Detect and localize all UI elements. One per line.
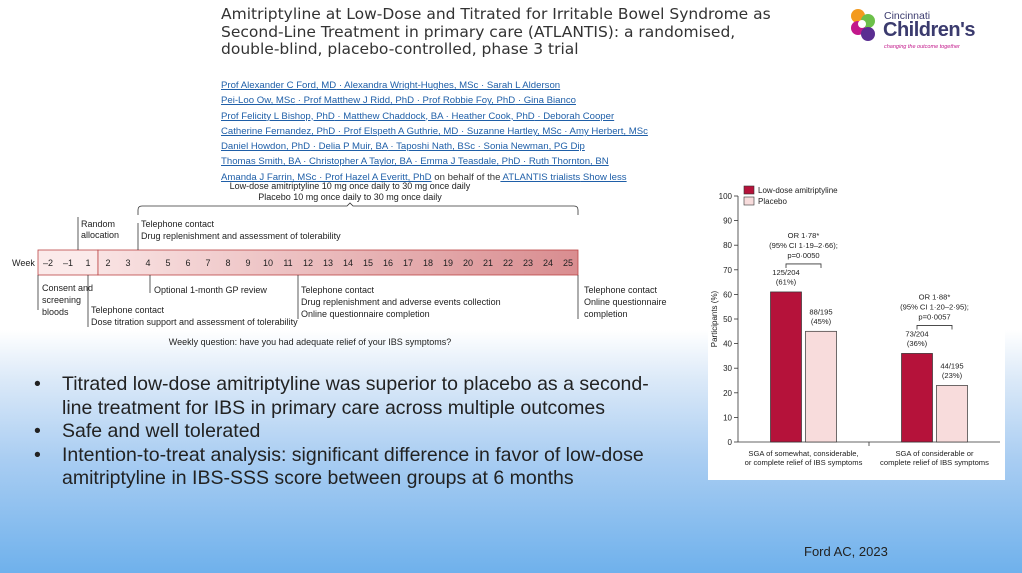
author-link[interactable]: · Christopher A Taylor, BA (300, 156, 412, 168)
bullet-item: • Safe and well tolerated (34, 420, 654, 444)
week-tick-label: 21 (482, 258, 494, 268)
y-tick-label: 90 (723, 216, 732, 226)
week-tick-label: 8 (225, 258, 231, 268)
week-tick-label: 4 (145, 258, 151, 268)
timeline-header: Low-dose amitriptyline 10 mg once daily to 30 mg once daily (229, 181, 471, 191)
legend-swatch (744, 186, 754, 194)
author-link[interactable]: · Prof Elspeth A Guthrie, MD (335, 125, 459, 137)
author-link[interactable]: · Taposhi Nath, BSc (387, 141, 476, 153)
legend-label: Low-dose amitriptyline (758, 186, 838, 195)
logo-name: Children's (883, 19, 975, 41)
week-tick-label: 23 (522, 258, 534, 268)
show-less-link[interactable]: Show less (580, 171, 627, 183)
author-link[interactable]: · Sarah L Alderson (478, 80, 561, 91)
author-link[interactable]: · Suzanne Hartley, MSc (458, 125, 562, 137)
summary-bullets (34, 373, 654, 491)
week-tick-label: 12 (302, 258, 314, 268)
author-link[interactable]: Thomas Smith, BA (221, 156, 301, 168)
week-tick-label: 25 (562, 258, 574, 268)
consent-label: screening (42, 295, 82, 305)
week-tick-label: 6 (185, 258, 191, 268)
bar-data-label: 125/204 (772, 267, 800, 277)
week-tick-label: 11 (283, 258, 293, 268)
author-link[interactable]: Prof Alexander C Ford, MD (221, 80, 337, 91)
y-tick-label: 10 (723, 413, 732, 423)
telephone-contact-label: Telephone contact (141, 219, 215, 229)
telephone-contact-label: Telephone contact (301, 285, 375, 295)
week-tick-label: 24 (542, 258, 554, 268)
author-link[interactable]: Pei-Loo Ow, MSc (221, 95, 296, 107)
y-tick-label: 40 (723, 339, 732, 349)
week-tick-label: 10 (262, 258, 274, 268)
treatment-brace (138, 203, 578, 215)
week-tick-label: 1 (85, 258, 91, 268)
week-tick-label: 15 (362, 258, 374, 268)
telephone-contact-label: Telephone contact (584, 285, 658, 295)
author-line (221, 93, 781, 108)
week-tick-label: 17 (402, 258, 414, 268)
author-line (221, 139, 781, 154)
week-tick-label: 18 (422, 258, 434, 268)
y-tick-label: 70 (723, 265, 732, 275)
author-link[interactable]: · Prof Hazel A Everitt, PhD (316, 171, 432, 183)
author-link[interactable]: Prof Felicity L Bishop, PhD (221, 110, 335, 122)
legend-swatch (744, 197, 754, 205)
x-category-label: SGA of somewhat, considerable, (748, 449, 859, 458)
week-tick-label: 14 (342, 258, 354, 268)
x-category-label: or complete relief of IBS symptoms (744, 458, 863, 467)
week-tick-label: 2 (105, 258, 111, 268)
odds-ratio-annotation: p=0·0050 (787, 250, 820, 260)
author-link[interactable]: · Alexandra Wright-Hughes, MSc (336, 80, 479, 91)
telephone-contact-label: Online questionnaire (584, 297, 667, 307)
telephone-contact-label: Dose titration support and assessment of tolerability (91, 317, 298, 327)
bar (902, 353, 933, 442)
timeline-header: Placebo 10 mg once daily to 30 mg once daily (258, 192, 442, 202)
random-allocation-label: Random (81, 219, 116, 229)
bar (771, 292, 802, 442)
y-axis-label: Participants (%) (710, 290, 719, 348)
bar-chart-panel (708, 182, 1005, 480)
bar-data-label: 73/204 (905, 329, 929, 339)
author-text: on behalf of the (431, 171, 501, 183)
week-tick-label: 20 (462, 258, 474, 268)
week-tick-label: 22 (502, 258, 514, 268)
odds-ratio-annotation: (95% CI 1·19–2·66); (769, 240, 838, 250)
legend-label: Placebo (758, 197, 787, 206)
random-allocation-label: allocation (81, 230, 120, 240)
author-link[interactable]: · Sonia Newman, PG Dip (475, 141, 585, 153)
week-tick-label: –1 (62, 258, 74, 268)
y-tick-label: 80 (723, 241, 732, 251)
consent-label: Consent and (42, 283, 94, 293)
week-label: Week (12, 258, 35, 268)
bullet-item: • Titrated low-dose amitriptyline was superior to placebo as a second-line treatment for IBS in primary care across multiple outcomes (34, 373, 654, 420)
logo-swirl-icon (846, 6, 880, 46)
bar-data-label: (23%) (941, 370, 963, 380)
odds-ratio-annotation: OR 1·78* (787, 230, 820, 240)
y-tick-label: 60 (723, 290, 732, 300)
y-tick-label: 20 (723, 388, 732, 398)
odds-ratio-annotation: OR 1·88* (918, 292, 951, 302)
y-tick-label: 100 (718, 192, 732, 201)
author-link[interactable]: · Ruth Thornton, BN (520, 156, 609, 168)
weekly-question: Weekly question: have you had adequate relief of your IBS symptoms? (168, 337, 452, 347)
bullet-item: • Intention-to-treat analysis: significant difference in favor of low-dose amitriptyline in IBS-SSS score between groups at 6 months (34, 444, 654, 491)
author-link[interactable]: · Emma J Teasdale, PhD (411, 156, 521, 168)
week-tick-label: 19 (442, 258, 454, 268)
telephone-contact-label: Drug replenishment and assessment of tolerability (141, 231, 341, 241)
bar-data-label: (45%) (810, 316, 832, 326)
author-link[interactable]: Daniel Howdon, PhD (221, 141, 311, 153)
telephone-contact-label: Online questionnaire completion (301, 309, 430, 319)
bar-data-label: (36%) (906, 338, 928, 348)
week-tick-label: 13 (322, 258, 334, 268)
author-link[interactable]: · Heather Cook, PhD (443, 110, 535, 122)
bar-chart (708, 182, 1005, 480)
author-line (221, 124, 781, 139)
author-link[interactable]: · Prof Robbie Foy, PhD (414, 95, 516, 107)
author-link[interactable]: ATLANTIS trialists (500, 171, 581, 183)
paper-title: Amitriptyline at Low-Dose and Titrated for Irritable Bowel Syndrome as Second-Line Treatment in primary care (ATLANTIS): a randomised, double-blind, placebo-controlled, phase 3 trial (221, 5, 771, 59)
week-tick-label: 16 (382, 258, 394, 268)
author-link[interactable]: · Gina Bianco (515, 95, 576, 107)
y-tick-label: 50 (723, 315, 732, 324)
telephone-contact-label: Drug replenishment and adverse events collection (301, 297, 501, 307)
bar-data-label: 88/195 (809, 307, 833, 317)
cincinnati-childrens-logo (846, 6, 996, 54)
week-tick-label: 5 (165, 258, 171, 268)
author-line (221, 78, 781, 93)
x-category-label: SGA of considerable or (895, 449, 974, 458)
author-link[interactable]: Amanda J Farrin, MSc (221, 171, 317, 183)
author-link[interactable]: Catherine Fernandez, PhD (221, 125, 336, 137)
consent-label: bloods (42, 307, 69, 317)
author-link[interactable]: · Deborah Cooper (534, 110, 615, 122)
logo-tagline: changing the outcome together (884, 44, 960, 50)
author-list (221, 78, 781, 185)
week-tick-label: 9 (245, 258, 251, 268)
x-category-label: complete relief of IBS symptoms (880, 458, 989, 467)
author-link[interactable]: · Delia P Muir, BA (310, 141, 388, 153)
trial-timeline-diagram (0, 175, 700, 355)
telephone-contact-label: completion (584, 309, 628, 319)
week-tick-label: 7 (205, 258, 211, 268)
odds-ratio-annotation: (95% CI 1·20–2·95); (900, 302, 969, 312)
citation: Ford AC, 2023 (804, 544, 888, 559)
y-tick-label: 0 (727, 438, 732, 447)
odds-ratio-annotation: p=0·0057 (918, 312, 951, 322)
week-tick-label: –2 (42, 258, 54, 268)
author-link[interactable]: · Matthew Chaddock, BA (334, 110, 443, 122)
telephone-contact-label: Telephone contact (91, 305, 165, 315)
bar-data-label: (61%) (775, 277, 797, 287)
bar (806, 331, 837, 442)
author-line (221, 109, 781, 124)
author-link[interactable]: · Prof Matthew J Ridd, PhD (295, 95, 415, 107)
week-tick-label: 3 (125, 258, 131, 268)
author-line (221, 154, 781, 169)
author-link[interactable]: · Amy Herbert, MSc (561, 125, 648, 137)
gp-review-label: Optional 1-month GP review (154, 285, 267, 295)
bar-data-label: 44/195 (940, 361, 964, 371)
y-tick-label: 30 (723, 364, 732, 374)
bar (937, 385, 968, 442)
logo-city: Cincinnati (884, 10, 931, 22)
